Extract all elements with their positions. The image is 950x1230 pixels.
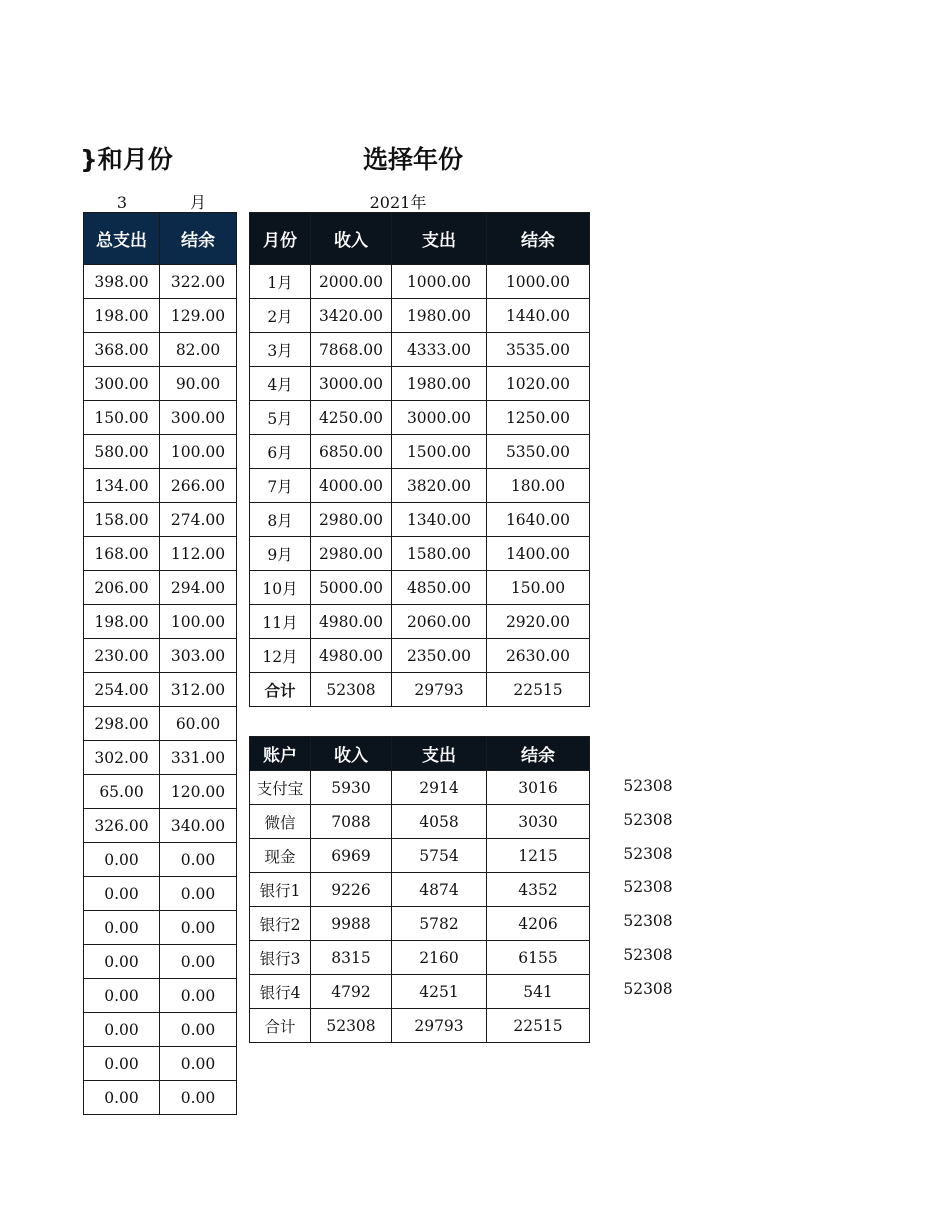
cell-total-expense: 158.00	[84, 503, 160, 537]
page-title-year: 选择年份	[363, 145, 464, 174]
cell-month: 3月	[250, 333, 311, 367]
cell-month: 5月	[250, 401, 311, 435]
cell-balance: 266.00	[160, 469, 237, 503]
cell-balance: 322.00	[160, 265, 237, 299]
cell-total-expense: 302.00	[84, 741, 160, 775]
table-row	[250, 639, 590, 673]
cell-total-expense: 326.00	[84, 809, 160, 843]
table-row	[250, 941, 590, 975]
table-row	[84, 979, 237, 1013]
cell-expense: 2914	[392, 771, 487, 805]
table-row	[84, 537, 237, 571]
header-expense: 支出	[392, 737, 487, 771]
cell-balance: 120.00	[160, 775, 237, 809]
cell-month: 2月	[250, 299, 311, 333]
page-title-left: }和月份	[80, 145, 173, 174]
table-row	[250, 367, 590, 401]
cell-expense: 1500.00	[392, 435, 487, 469]
table-row	[250, 435, 590, 469]
month-select-value[interactable]: 3	[116, 193, 128, 212]
side-value: 52308	[623, 810, 673, 829]
cell-income: 3000.00	[311, 367, 392, 401]
cell-balance: 0.00	[160, 945, 237, 979]
table-row	[250, 907, 590, 941]
cell-balance: 0.00	[160, 843, 237, 877]
header-balance: 结余	[487, 737, 590, 771]
table-row	[84, 945, 237, 979]
cell-balance: 274.00	[160, 503, 237, 537]
total-income: 52308	[311, 673, 392, 707]
header-month: 月份	[250, 213, 311, 265]
total-income: 52308	[311, 1009, 392, 1043]
cell-balance: 0.00	[160, 1047, 237, 1081]
account-table	[249, 736, 590, 1043]
cell-income: 4000.00	[311, 469, 392, 503]
table-row	[250, 571, 590, 605]
cell-balance: 1000.00	[487, 265, 590, 299]
cell-balance: 2920.00	[487, 605, 590, 639]
cell-balance: 100.00	[160, 605, 237, 639]
cell-balance: 0.00	[160, 877, 237, 911]
cell-expense: 1580.00	[392, 537, 487, 571]
table-row	[250, 537, 590, 571]
cell-balance: 129.00	[160, 299, 237, 333]
cell-income: 5000.00	[311, 571, 392, 605]
table-row	[84, 775, 237, 809]
cell-income: 9988	[311, 907, 392, 941]
header-account: 账户	[250, 737, 311, 771]
table-row	[250, 805, 590, 839]
cell-income: 4980.00	[311, 639, 392, 673]
cell-total-expense: 0.00	[84, 979, 160, 1013]
cell-expense: 4333.00	[392, 333, 487, 367]
cell-total-expense: 0.00	[84, 945, 160, 979]
cell-balance: 303.00	[160, 639, 237, 673]
cell-balance: 4352	[487, 873, 590, 907]
cell-expense: 3000.00	[392, 401, 487, 435]
cell-balance: 0.00	[160, 979, 237, 1013]
cell-month: 6月	[250, 435, 311, 469]
cell-account: 现金	[250, 839, 311, 873]
cell-balance: 180.00	[487, 469, 590, 503]
table-row	[250, 265, 590, 299]
cell-income: 5930	[311, 771, 392, 805]
table-row	[250, 839, 590, 873]
cell-income: 6969	[311, 839, 392, 873]
cell-total-expense: 134.00	[84, 469, 160, 503]
cell-total-expense: 0.00	[84, 1047, 160, 1081]
cell-balance: 100.00	[160, 435, 237, 469]
cell-total-expense: 206.00	[84, 571, 160, 605]
side-value: 52308	[623, 979, 673, 998]
cell-account: 银行1	[250, 873, 311, 907]
cell-expense: 1980.00	[392, 299, 487, 333]
cell-account: 微信	[250, 805, 311, 839]
cell-income: 4980.00	[311, 605, 392, 639]
cell-month: 7月	[250, 469, 311, 503]
daily-summary-table	[83, 212, 237, 1115]
table-header-row	[84, 213, 237, 265]
table-row	[84, 911, 237, 945]
cell-total-expense: 168.00	[84, 537, 160, 571]
cell-total-expense: 254.00	[84, 673, 160, 707]
cell-balance: 112.00	[160, 537, 237, 571]
cell-balance: 1400.00	[487, 537, 590, 571]
cell-month: 10月	[250, 571, 311, 605]
cell-balance: 3535.00	[487, 333, 590, 367]
table-row	[84, 1013, 237, 1047]
cell-expense: 4058	[392, 805, 487, 839]
table-row	[250, 605, 590, 639]
table-row	[84, 707, 237, 741]
cell-total-expense: 0.00	[84, 911, 160, 945]
cell-account: 银行2	[250, 907, 311, 941]
cell-total-expense: 298.00	[84, 707, 160, 741]
cell-total-expense: 150.00	[84, 401, 160, 435]
cell-balance: 1215	[487, 839, 590, 873]
cell-income: 2980.00	[311, 537, 392, 571]
table-row	[84, 469, 237, 503]
cell-balance: 0.00	[160, 1013, 237, 1047]
cell-expense: 1000.00	[392, 265, 487, 299]
cell-income: 8315	[311, 941, 392, 975]
header-income: 收入	[311, 213, 392, 265]
cell-balance: 5350.00	[487, 435, 590, 469]
table-row	[250, 975, 590, 1009]
header-total-expense: 总支出	[84, 213, 160, 265]
cell-balance: 60.00	[160, 707, 237, 741]
cell-income: 7088	[311, 805, 392, 839]
cell-income: 9226	[311, 873, 392, 907]
side-value: 52308	[623, 946, 673, 964]
header-income: 收入	[311, 737, 392, 771]
table-row	[84, 843, 237, 877]
cell-expense: 4874	[392, 873, 487, 907]
table-row	[250, 771, 590, 805]
table-row	[84, 673, 237, 707]
table-row	[84, 435, 237, 469]
cell-balance: 1440.00	[487, 299, 590, 333]
table-row	[250, 333, 590, 367]
cell-income: 3420.00	[311, 299, 392, 333]
cell-total-expense: 0.00	[84, 843, 160, 877]
side-value: 52308	[623, 844, 673, 863]
cell-account: 银行3	[250, 941, 311, 975]
table-row	[250, 873, 590, 907]
cell-total-expense: 65.00	[84, 775, 160, 809]
cell-income: 2000.00	[311, 265, 392, 299]
cell-income: 6850.00	[311, 435, 392, 469]
cell-expense: 3820.00	[392, 469, 487, 503]
cell-total-expense: 230.00	[84, 639, 160, 673]
cell-income: 4792	[311, 975, 392, 1009]
cell-expense: 4850.00	[392, 571, 487, 605]
table-row	[84, 265, 237, 299]
header-balance: 结余	[487, 213, 590, 265]
cell-month: 4月	[250, 367, 311, 401]
header-balance: 结余	[160, 213, 237, 265]
cell-income: 7868.00	[311, 333, 392, 367]
side-value: 52308	[623, 912, 673, 931]
cell-balance: 90.00	[160, 367, 237, 401]
cell-balance: 294.00	[160, 571, 237, 605]
cell-month: 8月	[250, 503, 311, 537]
side-value: 52308	[623, 777, 673, 795]
cell-month: 1月	[250, 265, 311, 299]
cell-total-expense: 300.00	[84, 367, 160, 401]
total-label: 合计	[250, 673, 311, 707]
cell-balance: 0.00	[160, 1081, 237, 1115]
total-balance: 22515	[487, 1009, 590, 1043]
cell-balance: 4206	[487, 907, 590, 941]
table-row	[84, 299, 237, 333]
cell-account: 银行4	[250, 975, 311, 1009]
cell-balance: 1250.00	[487, 401, 590, 435]
cell-total-expense: 0.00	[84, 1081, 160, 1115]
cell-total-expense: 368.00	[84, 333, 160, 367]
cell-income: 4250.00	[311, 401, 392, 435]
cell-balance: 0.00	[160, 911, 237, 945]
cell-month: 9月	[250, 537, 311, 571]
cell-balance: 541	[487, 975, 590, 1009]
cell-total-expense: 398.00	[84, 265, 160, 299]
table-row	[84, 1047, 237, 1081]
cell-total-expense: 198.00	[84, 299, 160, 333]
total-balance: 22515	[487, 673, 590, 707]
table-row	[84, 741, 237, 775]
cell-balance: 312.00	[160, 673, 237, 707]
header-expense: 支出	[392, 213, 487, 265]
month-unit-label: 月	[189, 193, 206, 212]
cell-balance: 1640.00	[487, 503, 590, 537]
total-expense: 29793	[392, 673, 487, 707]
cell-balance: 150.00	[487, 571, 590, 605]
cell-expense: 1340.00	[392, 503, 487, 537]
table-row	[84, 571, 237, 605]
cell-balance: 300.00	[160, 401, 237, 435]
total-row	[250, 673, 590, 707]
total-label: 合计	[250, 1009, 311, 1043]
cell-expense: 5782	[392, 907, 487, 941]
cell-expense: 2350.00	[392, 639, 487, 673]
cell-month: 12月	[250, 639, 311, 673]
table-row	[84, 605, 237, 639]
cell-balance: 340.00	[160, 809, 237, 843]
table-row	[84, 503, 237, 537]
cell-balance: 331.00	[160, 741, 237, 775]
cell-balance: 82.00	[160, 333, 237, 367]
cell-expense: 4251	[392, 975, 487, 1009]
table-row	[84, 877, 237, 911]
table-row	[84, 1081, 237, 1115]
cell-expense: 2160	[392, 941, 487, 975]
table-row	[84, 333, 237, 367]
cell-total-expense: 0.00	[84, 877, 160, 911]
side-value: 52308	[623, 878, 673, 897]
total-expense: 29793	[392, 1009, 487, 1043]
cell-balance: 3016	[487, 771, 590, 805]
table-header-row	[250, 213, 590, 265]
cell-income: 2980.00	[311, 503, 392, 537]
cell-balance: 3030	[487, 805, 590, 839]
cell-account: 支付宝	[250, 771, 311, 805]
cell-balance: 6155	[487, 941, 590, 975]
cell-total-expense: 198.00	[84, 605, 160, 639]
cell-total-expense: 580.00	[84, 435, 160, 469]
cell-expense: 2060.00	[392, 605, 487, 639]
monthly-table	[249, 212, 590, 707]
table-row	[84, 367, 237, 401]
total-row	[250, 1009, 590, 1043]
table-row	[250, 469, 590, 503]
cell-balance: 1020.00	[487, 367, 590, 401]
cell-balance: 2630.00	[487, 639, 590, 673]
cell-month: 11月	[250, 605, 311, 639]
table-header-row	[250, 737, 590, 771]
cell-expense: 1980.00	[392, 367, 487, 401]
table-row	[84, 809, 237, 843]
cell-expense: 5754	[392, 839, 487, 873]
table-row	[84, 639, 237, 673]
cell-total-expense: 0.00	[84, 1013, 160, 1047]
table-row	[250, 503, 590, 537]
table-row	[250, 299, 590, 333]
year-select-value[interactable]: 2021年	[369, 193, 427, 212]
table-row	[84, 401, 237, 435]
table-row	[250, 401, 590, 435]
